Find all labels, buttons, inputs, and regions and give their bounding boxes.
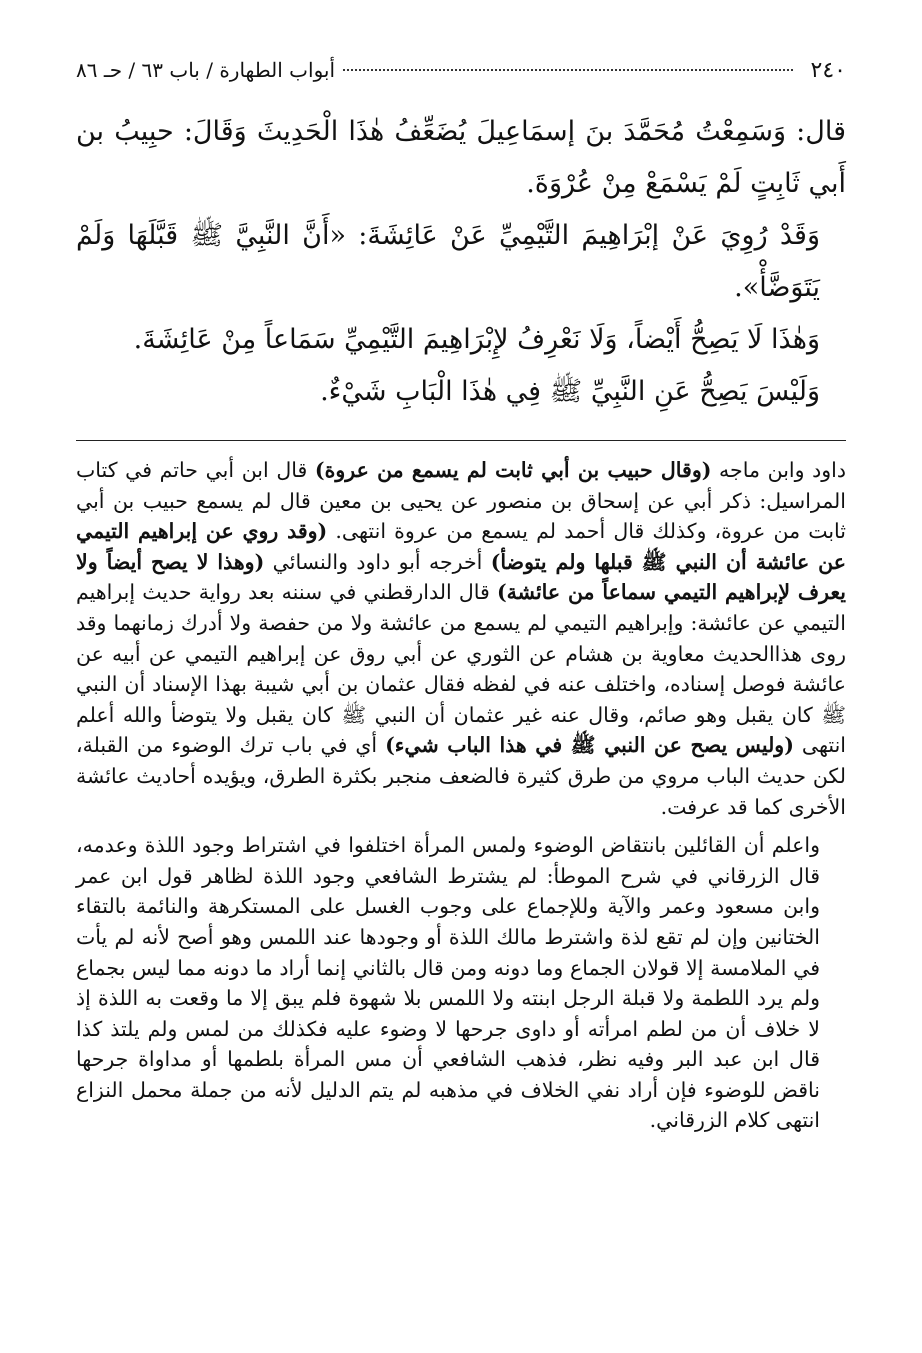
quoted-phrase: (وليس يصح عن النبي ﷺ في هذا الباب شيء) [385,733,794,758]
page-number: ٢٤٠ [810,58,846,83]
commentary-paragraph [76,455,846,822]
commentary-text: قال الدارقطني في سننه بعد رواية حديث إبراهيم التيمي عن عائشة: وإبراهيم التيمي لم يسمع من عائشة ولا من حفصة ولا أدرك زمانهما وقد روى هذاالحديث معاوية بن هشام عن الثوري عن أبي روق عن إبراهيم التيمي عن أبيه عن عائشة فوصل إسناده، واختلف عنه في لفظه فقال عثمان بن أبي شيبة بهذا الإسناد أن النبي ﷺ كان يقبل وهو صائم، وقال عنه غير عثمان أن النبي ﷺ كان يقبل ولا يتوضأ والله أعلم انتهى [76,580,846,758]
running-title: أبواب الطهارة / باب ٦٣ / حـ ٨٦ [76,58,336,82]
quoted-phrase: (وقال حبيب بن أبي ثابت لم يسمع من عروة) [314,458,712,482]
quoted-phrase: (وقد روي عن إبراهيم التيمي عن عائشة أن النبي ﷺ قبلها ولم يتوضأ) [76,519,847,574]
hadith-paragraph: وَقَدْ رُوِيَ عَنْ إبْرَاهِيمَ التَّيْمِيِّ عَنْ عَائِشَةَ: «أَنَّ النَّبِيَّ ﷺ قَبَّلَهَا وَلَمْ يَتَوَضَّأْ». [76,220,820,303]
quoted-phrase: (وهذا لا يصح أيضاً ولا يعرف لإبراهيم التيمي سماعاً من عائشة) [76,549,846,605]
commentary-text: داود وابن ماجه [711,458,846,482]
commentary-text: أخرجه أبو داود والنسائي [264,549,491,574]
commentary-text: أي في باب ترك الوضوء من القبلة، لكن حديث الباب مروي من طرق كثيرة فالضعف منجبر بكثرة الطرق، ويؤيده أحاديث عائشة الأخرى كما قد عرفت. [76,733,846,819]
hadith-paragraph: وَلَيْسَ يَصِحُّ عَنِ النَّبِيِّ ﷺ فِي هٰذَا الْبَابِ شَيْءٌ. [320,376,820,407]
separator-rule [76,440,846,441]
hadith-text [76,106,846,418]
commentary-paragraph: واعلم أن القائلين بانتقاض الوضوء ولمس المرأة اختلفوا في اشتراط وجود اللذة وعدمه، قال الزرقاني في شرح الموطأ: لم يشترط الشافعي وجود اللذة لظاهر قول ابن عمر وابن مسعود وعمر والآية وللإجماع على وجوب الغسل على المستكرهة والنائمة بالتقاء الختانين وإن لم تقع لذة واشترط مالك اللذة أو وجودها عند اللمس وهو أصح لأنه لم يأت في الملامسة إلا قولان الجماع وما دونه ومن قال بالثاني إنما أراد ما دونه مما ليس بجماع ولم يرد اللطمة ولا قبلة الرجل ابنته ولا اللمس بلا شهوة فلم يبق إلا ما وقعت به اللذة إذ لا خلاف أن من لطم امرأته أو داوى جرحها لا وضوء عليه فكذلك من لمس ولم يلتذ كذا قال ابن عبد البر وفيه نظر، فذهب الشافعي أن مس المرأة بلطمها أو مداواة جرحها ناقض للوضوء فإن أراد نفي الخلاف في مذهبه لم يتم الدليل لأنه من جملة محمل النزاع انتهى كلام الزرقاني. [76,833,820,1133]
header-dotted-leader [343,69,793,71]
hadith-paragraph: وَهٰذَا لَا يَصِحُّ أَيْضاً، وَلَا نَعْرِفُ لإِبْرَاهِيمَ التَّيْمِيِّ سَمَاعاً مِنْ عَائِشَةَ. [133,324,820,355]
hadith-paragraph: قال: وَسَمِعْتُ مُحَمَّدَ بنَ إسمَاعِيلَ يُضَعِّفُ هٰذَا الْحَدِيثَ وَقَالَ: حبِيبُ بن أَبي ثَابِتٍ لَمْ يَسْمَعْ مِنْ عُرْوَةَ. [76,116,846,199]
running-header [76,58,846,92]
commentary [76,455,846,1136]
commentary-text: قال ابن أبي حاتم في كتاب المراسيل: ذكر أبي عن إسحاق بن منصور عن يحيى بن معين قال لم يسمع حبيب بن أبي ثابت من عروة، وكذلك قال أحمد لم يسمع من عروة انتهى. [76,458,846,544]
